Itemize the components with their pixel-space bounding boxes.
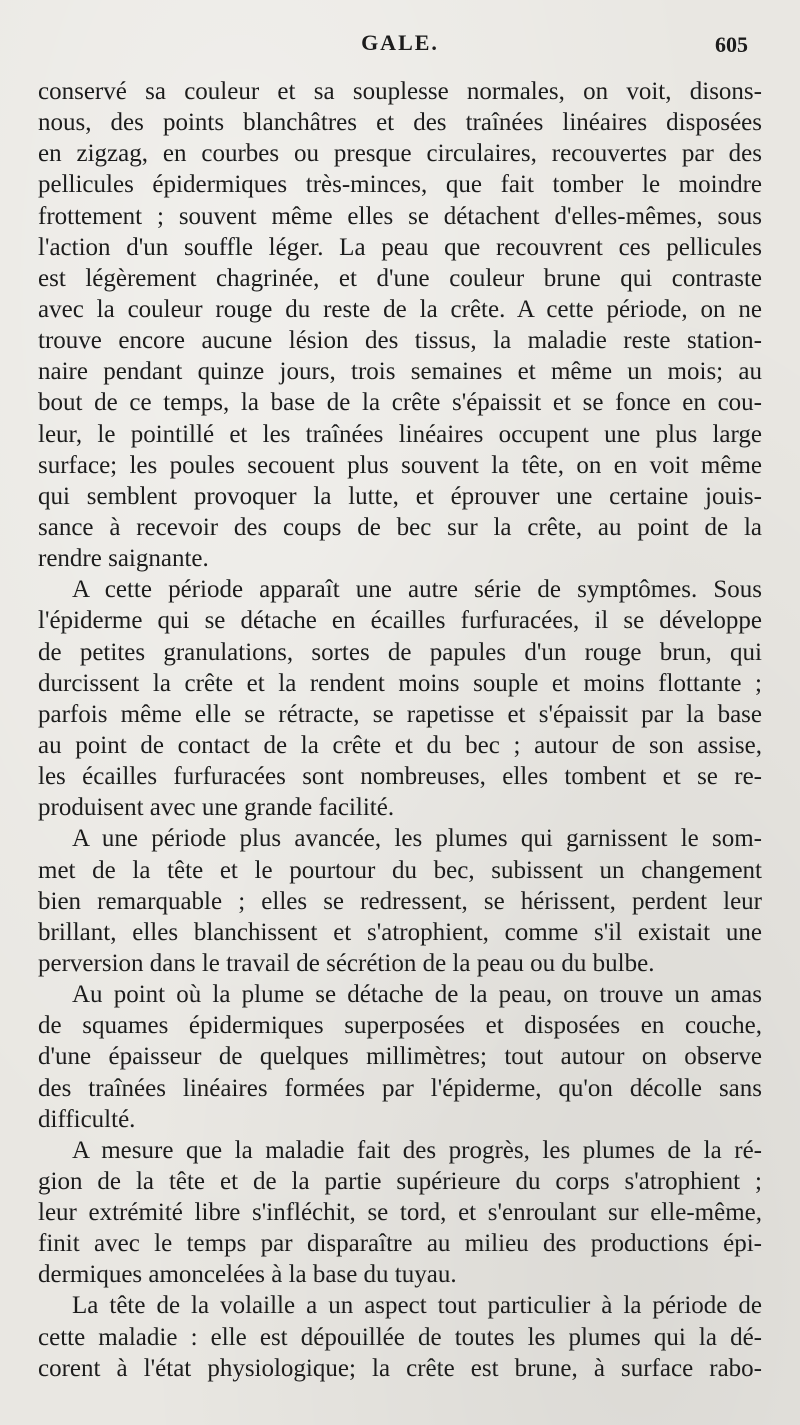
text-line: A une période plus avancée, les plumes qui garnissent le som-	[72, 825, 762, 853]
text-line: difficulté.	[38, 1105, 136, 1133]
text-line: bien remarquable ; elles se redressent, se hérissent, perdent leur	[38, 887, 762, 915]
text-line: qui semblent provoquer la lutte, et éprouver une certaine jouis-	[38, 482, 762, 510]
running-head	[38, 0, 762, 60]
text-line: A cette période apparaît une autre série de symptômes. Sous	[72, 576, 762, 604]
text-line: l'épiderme qui se détache en écailles furfuracées, il se développe	[38, 607, 762, 635]
text-line: corent à l'état physiologique; la crête est brune, à surface rabo-	[38, 1354, 762, 1382]
text-line: de petites granulations, sortes de papules d'un rouge brun, qui	[38, 638, 762, 666]
text-line: au point de contact de la crête et du bec ; autour de son assise,	[38, 731, 762, 759]
text-line: Au point où la plume se détache de la peau, on trouve un amas	[72, 981, 762, 1009]
text-line: avec la couleur rouge du reste de la crête. A cette période, on ne	[38, 295, 762, 323]
text-line: surface; les poules secouent plus souvent la tête, on en voit même	[38, 451, 762, 479]
text-line: rendre saignante.	[38, 545, 209, 573]
text-line: conservé sa couleur et sa souplesse normales, on voit, disons-	[38, 78, 762, 105]
text-line: frottement ; souvent même elles se détachent d'elles-mêmes, sous	[38, 202, 762, 230]
page-number: 605	[715, 32, 748, 57]
text-line: cette maladie : elle est dépouillée de toutes les plumes qui la dé-	[38, 1323, 762, 1351]
text-line: dermiques amoncelées à la base du tuyau.	[38, 1261, 457, 1289]
text-line: nous, des points blanchâtres et des traînées linéaires disposées	[38, 109, 762, 137]
text-line: en zigzag, en courbes ou presque circulaires, recouvertes par des	[38, 140, 762, 168]
text-line: leur extrémité libre s'infléchit, se tord, et s'enroulant sur elle-même,	[38, 1199, 762, 1227]
text-line: d'une épaisseur de quelques millimètres; tout autour on observe	[38, 1043, 762, 1071]
body-text	[38, 76, 762, 1384]
text-line: met de la tête et le pourtour du bec, subissent un changement	[38, 856, 762, 884]
text-line: de squames épidermiques superposées et disposées en couche,	[38, 1012, 762, 1040]
text-line: La tête de la volaille a un aspect tout particulier à la période de	[72, 1292, 762, 1320]
text-line: naire pendant quinze jours, trois semaines et même un mois; au	[38, 358, 762, 386]
running-title: GALE.	[361, 30, 439, 55]
text-line: durcissent la crête et la rendent moins souple et moins flottante ;	[38, 669, 762, 697]
text-line: finit avec le temps par disparaître au milieu des productions épi-	[38, 1230, 762, 1258]
text-line: est légèrement chagrinée, et d'une couleur brune qui contraste	[38, 264, 762, 292]
text-line: bout de ce temps, la base de la crête s'épaissit et se fonce en cou-	[38, 389, 762, 417]
text-line: produisent avec une grande facilité.	[38, 794, 395, 822]
text-line: gion de la tête et de la partie supérieure du corps s'atrophient ;	[38, 1167, 762, 1195]
text-line: brillant, elles blanchissent et s'atrophient, comme s'il existait une	[38, 918, 762, 946]
text-line: parfois même elle se rétracte, se rapetisse et s'épaissit par la base	[38, 700, 762, 728]
text-line: des traînées linéaires formées par l'épiderme, qu'on décolle sans	[38, 1074, 762, 1102]
text-line: l'action d'un souffle léger. La peau que recouvrent ces pellicules	[38, 233, 762, 261]
text-line: sance à recevoir des coups de bec sur la crête, au point de la	[38, 513, 762, 541]
text-line: trouve encore aucune lésion des tissus, la maladie reste station-	[38, 327, 762, 355]
text-line: leur, le pointillé et les traînées linéaires occupent une plus large	[38, 420, 762, 448]
text-line: pellicules épidermiques très-minces, que fait tomber le moindre	[38, 171, 762, 199]
text-line: perversion dans le travail de sécrétion de la peau ou du bulbe.	[38, 949, 655, 977]
text-line: les écailles furfuracées sont nombreuses, elles tombent et se re-	[38, 763, 762, 791]
text-line: A mesure que la maladie fait des progrès, les plumes de la ré-	[72, 1136, 762, 1164]
